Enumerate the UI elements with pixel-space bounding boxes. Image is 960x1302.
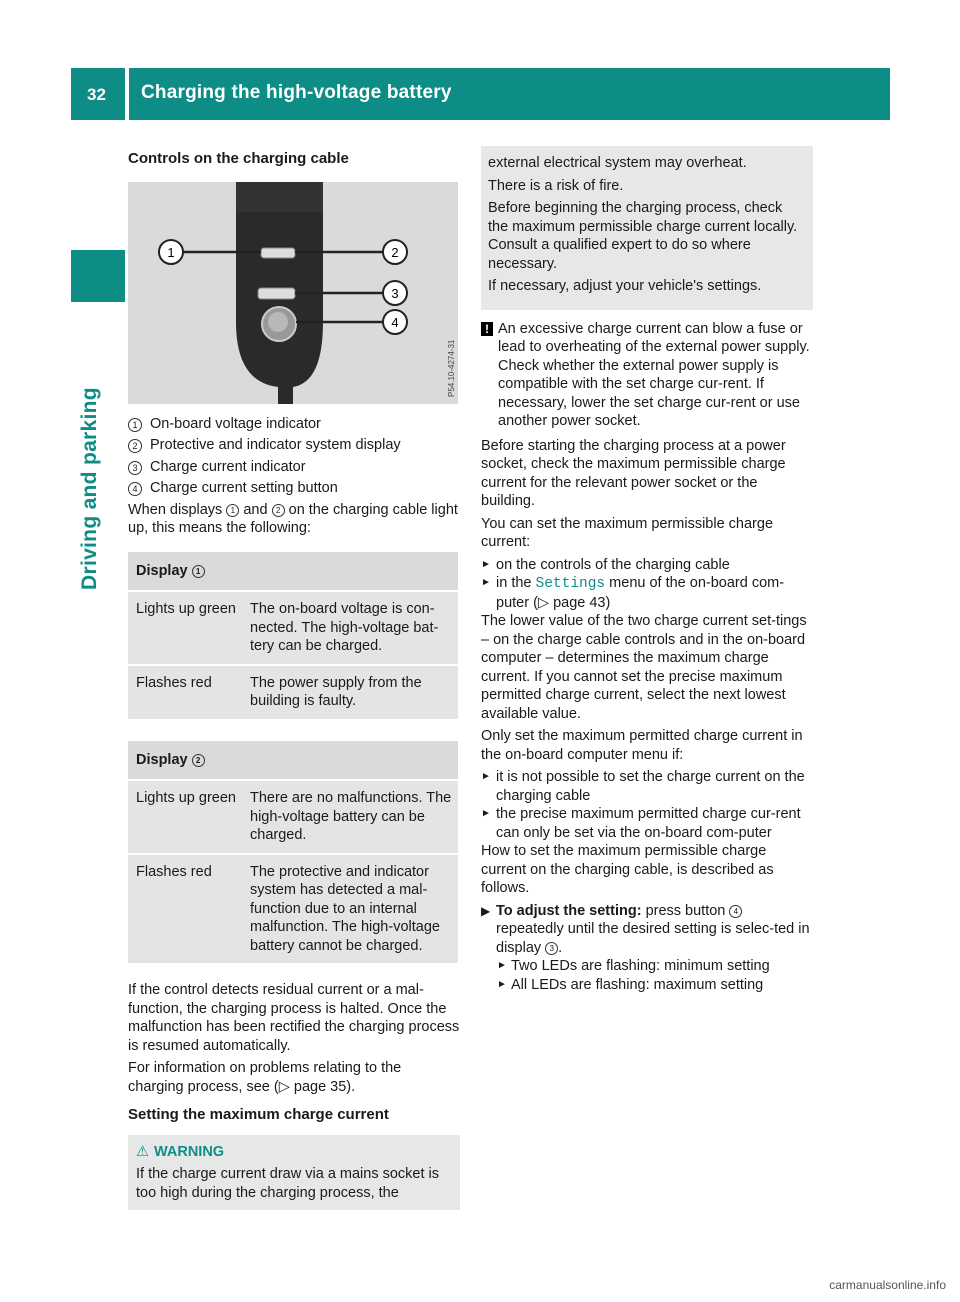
callout-1-icon: [159, 240, 183, 264]
legend-item: 3 Charge current indicator: [128, 458, 460, 477]
list-item: ► it is not possible to set the charge current on the charging cable: [481, 769, 805, 804]
callout-3-icon: [383, 281, 407, 305]
display-2-table: [128, 741, 458, 964]
sidebar-section-label: Driving and parking: [78, 387, 101, 590]
caution-note: ! An excessive charge current can blow a fuse or lead to overheating of the external power supply. Check whether the external power supply is compatible with the set charge cur-rent. If necessary, lower the set charge cur-rent or use another power socket.: [481, 320, 813, 431]
svg-text:1: 1: [167, 244, 175, 260]
warning-box-continued: external electrical system may overheat. There is a risk of fire. Before beginning the charging process, check the maximum permissible charge current locally. Consult a qualified expert to do so where necessary. If necessary, adjust your vehicle's settings.: [481, 146, 813, 310]
page-title: Charging the high-voltage battery: [141, 82, 452, 103]
figure-legend: [128, 415, 460, 498]
settings-menu-link[interactable]: Settings: [535, 576, 606, 592]
table-row: Lights up green There are no malfunctions. The high-voltage battery can be charged.: [128, 781, 458, 855]
left-column: [128, 150, 460, 1210]
warning-box: ⚠ WARNING If the charge current draw via a mains socket is too high during the charging process, the: [128, 1135, 460, 1211]
intro-text: When displays 1 and 2 on the charging cable light up, this means the following:: [128, 501, 458, 536]
legend-item: 1 On-board voltage indicator: [128, 415, 460, 434]
paragraph: You can set the maximum permissible charge current:: [481, 515, 774, 550]
problems-reference-paragraph: For information on problems relating to the charging process, see (▷ page 35).: [128, 1060, 402, 1095]
list-item: ► All LEDs are flashing: maximum setting: [497, 976, 764, 993]
page-number: 32: [87, 85, 106, 104]
callout-4-icon: [383, 310, 407, 334]
list-item: ► the precise maximum permitted charge cur-rent can only be set via the on-board com-puter: [481, 806, 801, 841]
table-header: Display 1: [128, 552, 458, 593]
paragraph: How to set the maximum permissible charge current on the charging cable, is described as follows.: [481, 843, 774, 896]
charging-cable-illustration: [128, 182, 458, 404]
bullet-icon: ►: [481, 808, 491, 819]
right-column: [481, 150, 813, 994]
legend-item: 2 Protective and indicator system display: [128, 436, 460, 455]
bullet-icon: ►: [481, 577, 491, 588]
table-row: Flashes red The protective and indicator system has detected a mal-function due to an internal malfunction. The high-voltage battery cannot be charged.: [136, 863, 440, 954]
svg-text:3: 3: [391, 285, 399, 301]
list-item: ► in the Settings menu of the on-board com-puter (▷ page 43): [481, 575, 785, 611]
svg-text:2: 2: [391, 244, 399, 260]
bullet-icon: ►: [497, 960, 507, 971]
exclamation-icon: !: [481, 322, 493, 336]
list-item: ► Two LEDs are flashing: minimum setting: [497, 958, 770, 974]
section-heading: Controls on the charging cable: [128, 150, 349, 167]
warning-triangle-icon: ⚠: [136, 1143, 149, 1160]
bullet-icon: ►: [481, 771, 491, 782]
legend-item: 4 Charge current setting button: [128, 479, 460, 498]
table-header: Display 2: [128, 741, 458, 782]
instruction-step: ▶ To adjust the setting: press button 4 repeatedly until the desired setting is selec-ted in display 3 .: [481, 902, 810, 956]
table-row: Flashes red The power supply from the building is faulty.: [136, 674, 422, 709]
residual-current-paragraph: If the control detects residual current or a mal-function, the charging process is halted. Once the malfunction has been rectified the charging process is resumed automatically.: [128, 982, 460, 1054]
watermark: carmanualsonline.info: [829, 1277, 946, 1292]
sidebar-marker: [71, 250, 125, 302]
callout-2-icon: [383, 240, 407, 264]
charging-cable-figure: [128, 182, 458, 404]
table-row: Lights up green The on-board voltage is con-nected. The high-voltage bat-tery can be charged.: [128, 592, 458, 666]
figure-code: P54.10-4274-31: [447, 339, 456, 397]
paragraph: Only set the maximum permitted charge current in the on-board computer menu if:: [481, 728, 803, 763]
paragraph: The lower value of the two charge current set-tings – on the charge cable controls and in the on-board computer – determines the maximum charge current. If you cannot set the precise maximum permitted charge current, select the next lowest available value.: [481, 613, 807, 722]
section-heading-max-current: Setting the maximum charge current: [128, 1106, 389, 1123]
display-1-table: [128, 552, 458, 719]
page-number-box: [71, 68, 125, 120]
svg-text:4: 4: [391, 314, 399, 330]
page-header: [129, 68, 890, 120]
paragraph: Before starting the charging process at a power socket, check the maximum permissible charge current for the relevant power socket or the building.: [481, 437, 786, 509]
list-item: ► on the controls of the charging cable: [481, 556, 730, 573]
arrow-right-icon: ▶: [481, 903, 491, 918]
bullet-icon: ►: [497, 978, 507, 990]
bullet-icon: ►: [481, 558, 491, 570]
